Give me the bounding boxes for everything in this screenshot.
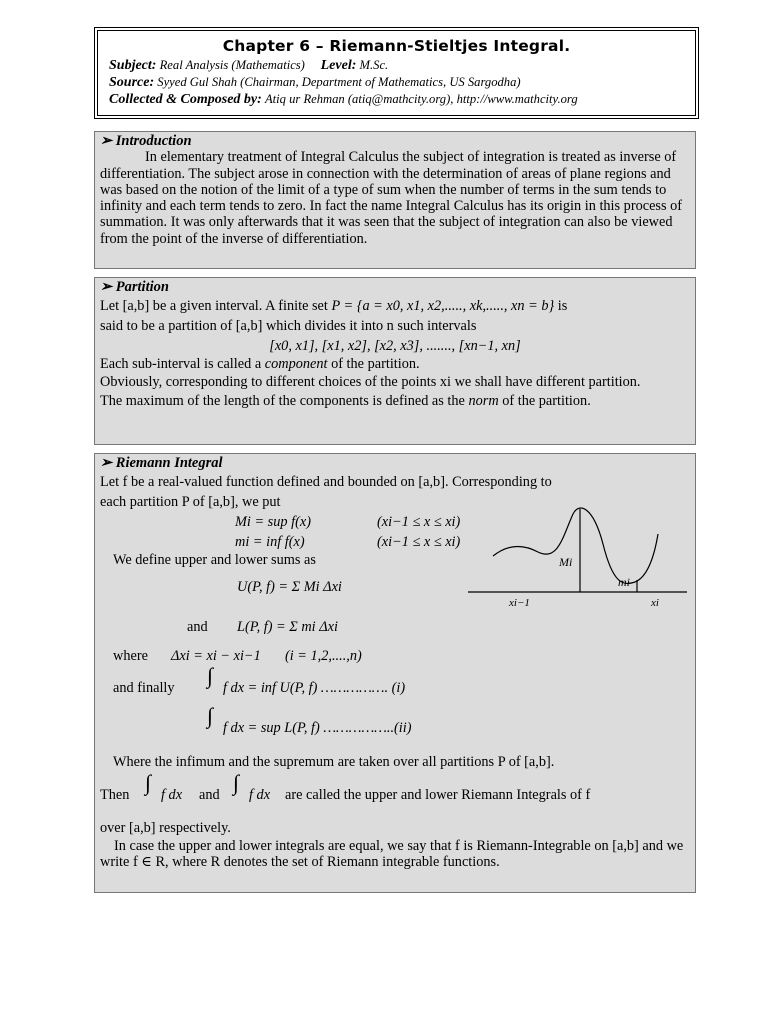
x-i-label: xi <box>651 597 659 609</box>
and-text: and <box>187 619 208 635</box>
delta-range: (i = 1,2,....,n) <box>285 648 362 664</box>
partition-line5: The maximum of the length of the components is defined as the norm of the partition. <box>100 392 591 409</box>
mi-definition: mi = inf f(x) <box>235 534 305 550</box>
riemann-heading: ➢ Riemann Integral <box>100 455 223 471</box>
Mi-label: Mi <box>559 555 573 569</box>
mi-label: mi <box>618 575 630 589</box>
then-integral-sign-1: ∫ <box>145 770 152 795</box>
partition-intervals: [x0, x1], [x1, x2], [x2, x3], ......., [xn−1, xn] <box>269 337 521 354</box>
level-label: Level: <box>320 58 357 73</box>
chapter-title: Chapter 6 – Riemann-Stieltjes Integral. <box>222 37 571 55</box>
source-label: Source: <box>109 75 155 90</box>
then-upper: f dx <box>161 787 183 803</box>
over-text: over [a,b] respectively. <box>100 820 231 836</box>
source-value: Syyed Gul Shah (Chairman, Department of Mathematics, US Sargodha) <box>157 75 521 89</box>
where-text: where <box>113 648 148 664</box>
x-prev-label: xi−1 <box>509 597 530 609</box>
partition-set: P = {a = x0, x1, x2,....., xk,....., xn = b} <box>331 298 555 315</box>
finally-text: and finally <box>113 680 175 696</box>
integrable-text: In case the upper and lower integrals are equal, we say that f is Riemann-Integrable on [a,b] and we write f ∈ R, where R denotes the set of Riemann integrable functions. <box>100 838 684 871</box>
introduction-heading: ➢ Introduction <box>100 133 192 149</box>
upper-sum: U(P, f) = Σ Mi Δxi <box>237 579 342 595</box>
mi-condition: (xi−1 ≤ x ≤ xi) <box>377 534 461 550</box>
subject-label: Subject: <box>109 58 157 73</box>
level-value: M.Sc. <box>359 58 389 72</box>
partition-box <box>94 277 696 445</box>
then-text: Then <box>100 787 130 803</box>
lower-integral-eq: f dx = sup L(P, f) ……………..(ii) <box>223 720 412 736</box>
collected-value: Atiq ur Rehman (atiq@mathcity.org), http://www.mathcity.org <box>264 92 578 106</box>
partition-line2: said to be a partition of [a,b] which divides it into n such intervals <box>100 317 477 334</box>
function-curve <box>493 508 658 583</box>
introduction-text: In elementary treatment of Integral Calculus the subject of integration is treated as inverse of differentiation. The subject arose in connection with the determination of areas of plane regions and was based on the notion of the limit of a type of sum when the number of terms in the sum tends to infinity and each term tends to zero. In fact the name Integral Calculus has its origin in this process of summation. It was only afterwards that it was seen that the subject of integration can also be viewed from the point of the inverse of differentiation. <box>100 149 683 247</box>
riemann-line1: Let f be a real-valued function defined and bounded on [a,b]. Corresponding to <box>100 474 552 491</box>
partition-line3: Each sub-interval is called a component of the partition. <box>100 356 420 373</box>
Mi-definition: Mi = sup f(x) <box>235 514 311 530</box>
lower-integral-sign: ∫ <box>207 703 214 728</box>
upper-integral-sign: ∫ <box>207 663 214 688</box>
then-and: and <box>199 787 220 803</box>
then-description: are called the upper and lower Riemann Integrals of f <box>285 787 591 803</box>
header-meta <box>109 57 695 108</box>
introduction-box <box>94 131 696 269</box>
header-box <box>97 30 696 116</box>
then-lower: f dx <box>249 787 271 803</box>
subject-value: Real Analysis (Mathematics) <box>159 58 305 72</box>
define-text: We define upper and lower sums as <box>113 552 316 568</box>
delta-def: Δxi = xi − xi−1 <box>171 648 261 664</box>
collected-label: Collected & Composed by: <box>109 92 262 107</box>
partition-line1: Let [a,b] be a given interval. A finite set P = {a = x0, x1, x2,....., xk,....., xn = b} is <box>100 298 568 315</box>
Mi-condition: (xi−1 ≤ x ≤ xi) <box>377 514 461 530</box>
riemann-line2: each partition P of [a,b], we put <box>100 493 281 510</box>
partition-line4: Obviously, corresponding to different choices of the points xi we shall have different partition. <box>100 374 641 391</box>
lower-sum: L(P, f) = Σ mi Δxi <box>237 619 338 635</box>
where-inf-text: Where the infimum and the supremum are taken over all partitions P of [a,b]. <box>113 754 555 770</box>
riemann-figure <box>463 504 693 614</box>
partition-heading: ➢ Partition <box>100 279 169 295</box>
riemann-box <box>94 453 696 893</box>
upper-integral-eq: f dx = inf U(P, f) ……………. (i) <box>223 680 406 696</box>
then-integral-sign-2: ∫ <box>233 770 240 795</box>
